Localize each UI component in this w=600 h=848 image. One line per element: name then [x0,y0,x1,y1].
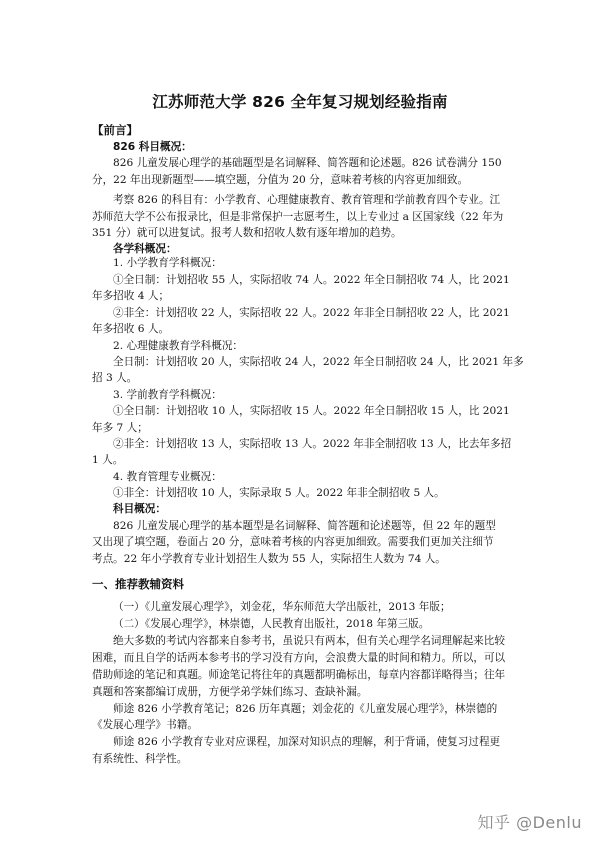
body-line: 4. 教育管理专业概况： [113,471,222,483]
body-line: ②非全：计划招收 22 人，实际招收 22 人。2022 年非全日制招收 22 人，比 2021 [113,307,510,319]
body-line: 年多招收 6 人。 [92,323,170,335]
body-line: 真题和答案都编订成册，方便学弟学妹们练习、查缺补漏。 [92,686,368,698]
subheading-line: 826 科目概况： [113,141,192,153]
body-line: 苏师范大学不公布报录比，但是非常保护一志愿考生，以上专业过 a 区国家线（22 年为 [92,211,504,223]
body-line: 师途 826 小学教育专业对应课程，加深对知识点的理解，利于背诵，使复习过程更 [113,736,501,748]
body-line: 年多招收 4 人； [92,290,170,302]
body-line: 有系统性、科学性。 [92,753,188,765]
body-line: 又出现了填空题，卷面占 20 分，意味着考核的内容更加细致。需要我们更加关注细节 [92,536,494,548]
document-title: 江苏师范大学 826 全年复习规划经验指南 [152,93,448,111]
body-line: 《发展心理学》书籍。 [92,719,198,731]
body-line: ①全日制：计划招收 10 人，实际招收 15 人。2022 年全日制招收 15 人，比 2021 [113,405,510,417]
section1-heading: 一、推荐教辅资料 [92,577,184,591]
body-line: ②非全：计划招收 13 人，实际招收 13 人。2022 年非全制招收 13 人，比去年多招 [113,438,512,450]
body-line: 困难，而且自学的话两本参考书的学习没有方向，会浪费大量的时间和精力。所以，可以 [92,652,506,664]
body-line: 全日制：计划招收 20 人，实际招收 24 人，2022 年全日制招收 24 人，比 2021 年多 [113,356,524,368]
body-line: 绝大多数的考试内容都来自参考书，虽说只有两本，但有关心理学名词理解起来比较 [113,635,505,647]
body-line: 分，22 年出现新题型——填空题，分值为 20 分，意味着考核的内容更加细致。 [92,174,469,186]
preface-label: 【前言】 [92,123,138,137]
body-line: 师途 826 小学教育笔记；826 历年真题；刘金花的《儿童发展心理学》，林崇德的 [113,703,498,715]
body-line: （二）《发展心理学》，林崇德，人民教育出版社，2018 年第三版。 [113,618,430,630]
subheading-line: 各学科概况： [113,243,177,255]
body-line: 3. 学前教育学科概况： [113,389,222,401]
body-line: ①非全：计划招收 10 人，实际录取 5 人。2022 年非全制招收 5 人。 [113,487,445,499]
body-line: 考点。22 年小学教育专业计划招生人数为 55 人，实际招生人数为 74 人。 [92,553,446,565]
body-line: （一）《儿童发展心理学》，刘金花，华东师范大学出版社，2013 年版； [113,601,451,613]
body-line: 借助师途的笔记和真题。师途笔记将往年的真题都明确标出，每章内容都详略得当；往年 [92,669,506,681]
body-line: 2. 心理健康教育学科概况： [113,340,244,352]
body-line: 351 分）就可以进复试。报考人数和招收人数有逐年增加的趋势。 [92,227,402,239]
body-line: 1. 小学教育学科概况： [113,257,222,269]
watermark-text: 知乎 @Denlu [477,813,582,832]
body-line: 年多 7 人； [92,422,148,434]
body-line: ①全日制：计划招收 55 人，实际招收 74 人。2022 年全日制招收 74 人，比 2021 [113,274,510,286]
body-line: 考察 826 的科目有：小学教育、心理健康教育、教育管理和学前教育四个专业。江 [113,194,501,206]
body-line: 826 儿童发展心理学的基本题型是名词解释、简答题和论述题等，但 22 年的题型 [113,520,496,532]
body-line: 招 3 人。 [92,372,138,384]
subheading-line: 科目概况： [113,503,166,515]
body-line: 826 儿童发展心理学的基础题型是名词解释、简答题和论述题。826 试卷满分 150 [113,157,502,169]
body-line: 1 人。 [92,454,124,466]
